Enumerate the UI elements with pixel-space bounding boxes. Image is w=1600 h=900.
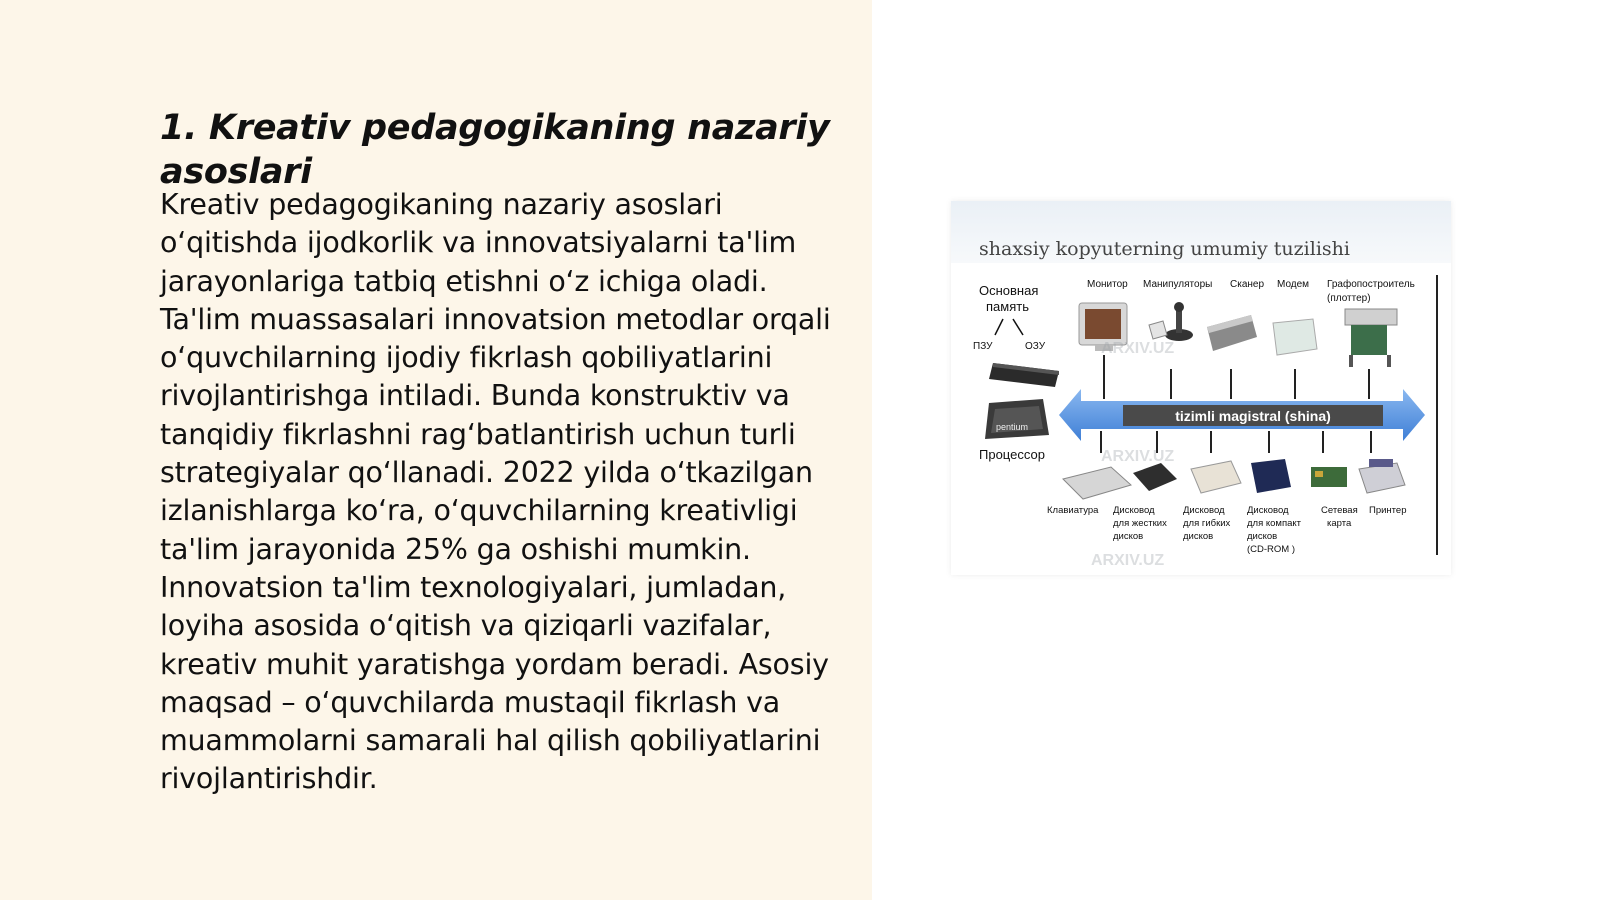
monitor-label: Монитор	[1087, 279, 1128, 290]
modem-icon	[1273, 319, 1317, 355]
network-card-icon	[1311, 467, 1347, 487]
memory-label-line1: Основная	[979, 283, 1039, 298]
bus-label: tizimli magistral (shina)	[1175, 408, 1331, 424]
ram-label: ОЗУ	[1025, 341, 1046, 352]
floppy-drive-icon	[1191, 461, 1241, 493]
slide-body-text: Kreativ pedagogikaning nazariy asoslari o‘qitishda ijodkorlik va innovatsiyalarni ta'lim jarayonlariga tatbiq etishni o‘z ichiga oladi. Ta'lim muassasalari innovatsion metodlar orqali o‘quvchilarning ijodiy fikrlash qobiliyatlarini rivojlantirishga intiladi. Bunda konstruktiv va tanqidiy fikrlashni rag‘batlantirish uchun turli strategiyalar qo‘llanadi. 2022 yilda o‘tkazilgan izlanishlarga ko‘ra, o‘quvchilarning kreativligi ta'lim jarayonida 25% ga oshishi mumkin. Innovatsion ta'lim texnologiyalari, jumladan, loyiha asosida o‘qitish va qiziqarli vazifalar, kreativ muhit yaratishga yordam beradi. Asosiy maqsad – o‘quvchilarda mustaqil fikrlash va muammolarni samarali hal qilish qobiliyatlarini rivojlantirishdir.	[160, 188, 831, 796]
manipulators-label: Манипуляторы	[1143, 279, 1213, 290]
hard-drive-icon	[1133, 463, 1177, 491]
memory-module-icon	[989, 363, 1059, 387]
cdrom-label-line3: дисков	[1247, 531, 1278, 542]
cdrom-label-line2: для компакт	[1247, 518, 1301, 529]
hdd-label-line3: дисков	[1113, 531, 1144, 542]
computer-structure-diagram	[951, 201, 1451, 575]
cd-rom-drive-icon	[1251, 459, 1291, 493]
cdrom-label-line1: Дисковод	[1247, 505, 1289, 516]
fdd-label-line3: дисков	[1183, 531, 1214, 542]
fdd-label-line2: для гибких	[1183, 518, 1231, 529]
plotter-icon	[1345, 309, 1397, 367]
network-label-line2: карта	[1327, 518, 1352, 529]
printer-label: Принтер	[1369, 505, 1407, 516]
top-connectors	[1104, 355, 1369, 399]
hdd-label-line1: Дисковод	[1113, 505, 1155, 516]
keyboard-icon	[1063, 467, 1131, 499]
fdd-label-line1: Дисковод	[1183, 505, 1225, 516]
hdd-label-line2: для жестких	[1113, 518, 1167, 529]
memory-label-line2: память	[986, 299, 1029, 314]
scanner-icon	[1207, 315, 1257, 351]
plotter-label-line2: (плоттер)	[1327, 293, 1371, 304]
watermark-top: ARXIV.UZ	[1101, 340, 1175, 357]
diagram-title: shaxsiy kopyuterning umumiy tuzilishi	[979, 238, 1350, 260]
diagram-title-bar	[951, 201, 1451, 263]
modem-label: Модем	[1277, 279, 1310, 290]
watermark-middle: ARXIV.UZ	[1101, 448, 1175, 465]
cdrom-label-line4: (CD-ROM )	[1247, 544, 1296, 555]
keyboard-label: Клавиатура	[1047, 505, 1099, 516]
slide-title: 1. Kreativ pedagogikaning nazariy asoslari	[160, 108, 830, 192]
svg-text:pentium: pentium	[996, 422, 1029, 432]
processor-label: Процессор	[979, 447, 1045, 462]
watermark-bottom: ARXIV.UZ	[1091, 552, 1165, 569]
plotter-label-line1: Графопостроитель	[1327, 279, 1415, 290]
rom-label: ПЗУ	[973, 341, 993, 352]
processor-chip-icon	[985, 399, 1049, 439]
joystick-icon	[1149, 302, 1193, 341]
network-label-line1: Сетевая	[1321, 505, 1358, 516]
diagram-graphic	[951, 263, 1451, 575]
scanner-label: Сканер	[1230, 279, 1265, 290]
printer-icon	[1359, 459, 1405, 493]
